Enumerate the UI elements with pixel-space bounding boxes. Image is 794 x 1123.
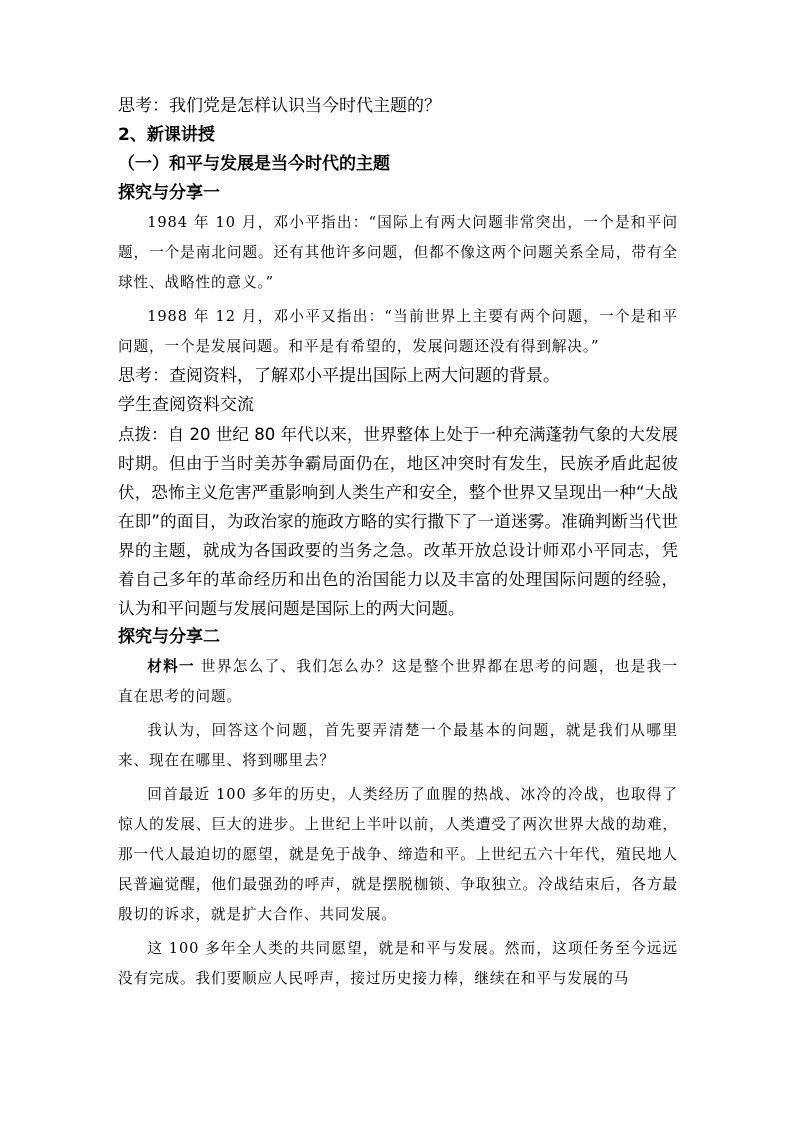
student-activity: 学生查阅资料交流 xyxy=(118,395,254,415)
heading-section-1: （一）和平与发展是当今时代的主题 xyxy=(118,154,390,174)
think-question-2: 思考：查阅资料，了解邓小平提出国际上两大问题的背景。 xyxy=(118,366,560,386)
explore-share-1-title: 探究与分享一 xyxy=(118,183,220,203)
guidance-block xyxy=(118,420,678,623)
heading-new-lesson: 2、新课讲授 xyxy=(118,125,215,145)
think-question-1: 思考：我们党是怎样认识当今时代主题的？ xyxy=(118,96,441,116)
material-1-paragraph xyxy=(118,652,678,712)
material-1-text: 世界怎么了、我们怎么办？这是整个世界都在思考的问题，也是我一直在思考的问题。 xyxy=(118,658,679,705)
material-1-label: 材料一 xyxy=(147,658,195,675)
material-paragraph-4: 这 100 多年全人类的共同愿望，就是和平与发展。然而，这项任务至今远远没有完成。我们要顺应人民呼声，接过历史接力棒，继续在和平与发展的马 xyxy=(118,940,678,987)
document-page xyxy=(118,92,678,994)
material-block xyxy=(118,652,678,994)
material-paragraph-2: 我认为，回答这个问题，首先要弄清楚一个最基本的问题，就是我们从哪里来、现在在哪里、将到哪里去？ xyxy=(118,722,678,769)
quote-1988: 1988 年 12 月，邓小平又指出：“当前世界上主要有两个问题，一个是和平问题，一个是发展问题。和平是有希望的，发展问题还没有得到解决。” xyxy=(118,308,678,355)
explore-share-2-title: 探究与分享二 xyxy=(118,627,220,647)
quotes-block xyxy=(118,208,678,362)
guidance-paragraph: 点拨：自 20 世纪 80 年代以来，世界整体上处于一种充满蓬勃气象的大发展时期。但由于当时美苏争霸局面仍在，地区冲突时有发生，民族矛盾此起彼伏，恐怖主义危害严重影响到人类生产和安全，整个世界又呈现出一种“大战在即”的面目，为政治家的施政方略的实行撒下了一道迷雾。准确判断当代世界的主题，就成为各国政要的当务之急。改革开放总设计师邓小平同志，凭着自己多年的革命经历和出色的治国能力以及丰富的处理国际问题的经验，认为和平问题与发展问题是国际上的两大问题。 xyxy=(118,425,678,618)
material-paragraph-3: 回首最近 100 多年的历史，人类经历了血腥的热战、冰冷的冷战，也取得了惊人的发展、巨大的进步。上世纪上半叶以前，人类遭受了两次世界大战的劫难，那一代人最迫切的愿望，就是免于战争、缔造和平。上世纪五六十年代，殖民地人民普遍觉醒，他们最强劲的呼声，就是摆脱枷锁、争取独立。冷战结束后，各方最殷切的诉求，就是扩大合作、共同发展。 xyxy=(118,786,678,923)
quote-1984: 1984 年 10 月，邓小平指出：“国际上有两大问题非常突出，一个是和平问题，一个是南北问题。还有其他许多问题，但都不像这两个问题关系全局，带有全球性、战略性的意义。” xyxy=(118,214,678,291)
